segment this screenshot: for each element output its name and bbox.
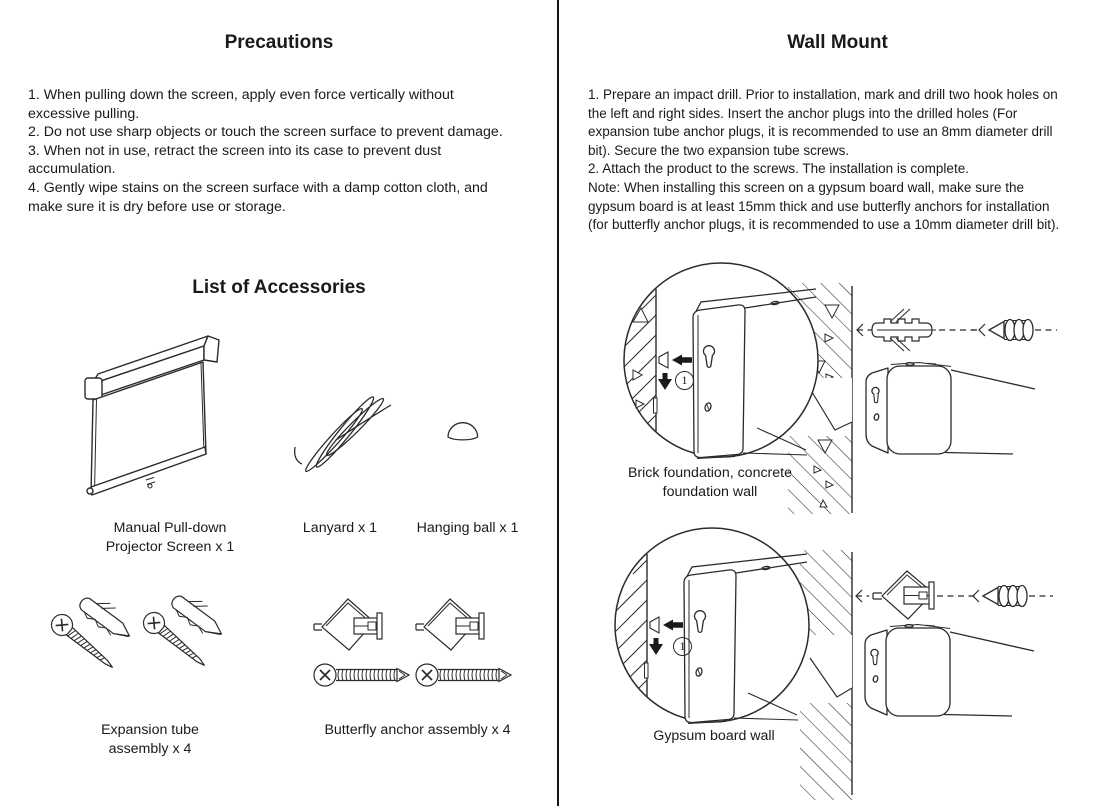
expansion-anchor-drawing <box>872 309 936 351</box>
precautions-list <box>28 86 503 216</box>
butterfly-anchor-drawing <box>873 571 934 619</box>
screw-drawing <box>989 320 1033 341</box>
precaution-line: 2. Do not use sharp objects or touch the screen surface to prevent damage. <box>28 124 503 141</box>
expansion-tube-assembly-illustration <box>48 593 243 703</box>
step-1-marker: 1 <box>673 637 692 656</box>
screw-drawing <box>983 586 1027 607</box>
precaution-line: 3. When not in use, retract the screen into its case to prevent dust <box>28 142 442 159</box>
instruction-line: gypsum board is at least 15mm thick and use butterfly anchors for installation <box>588 198 1050 214</box>
instruction-line: 1. Prepare an impact drill. Prior to installation, mark and drill two hook holes on <box>588 87 1058 102</box>
precaution-line: make sure it is dry before use or storage. <box>28 198 286 215</box>
wall-mount-title: Wall Mount <box>787 32 888 53</box>
accessories-title: List of Accessories <box>192 277 366 298</box>
butterfly-anchor-assembly-illustration <box>310 593 510 698</box>
hanging-ball-label: Hanging ball x 1 <box>416 520 519 536</box>
gypsum-wall-mount-diagram <box>585 515 1115 811</box>
screen-label: Manual Pull-down Projector Screen x 1 <box>105 520 235 555</box>
hanging-ball-illustration <box>444 412 484 444</box>
gypsum-wall-label: Gypsum board wall <box>653 728 775 744</box>
instruction-line: Note: When installing this screen on a gypsum board wall, make sure the <box>588 179 1024 195</box>
instruction-line: bit). Secure the two expansion tube screws. <box>588 142 850 158</box>
step-1-marker: 1 <box>675 371 694 390</box>
case-end-3d-drawing <box>865 625 1034 717</box>
precaution-line: accumulation. <box>28 161 116 178</box>
expansion-label: Expansion tube assembly x 4 <box>101 722 199 757</box>
instruction-line: (for butterfly anchor plugs, it is recommended to use a 10mm diameter drill bit). <box>588 217 1060 233</box>
column-divider <box>557 0 559 806</box>
wall-mount-instructions <box>588 86 1059 235</box>
case-end-3d-drawing <box>866 363 1035 455</box>
projector-screen-illustration <box>80 334 225 506</box>
precaution-line: 1. When pulling down the screen, apply even force vertically without <box>28 87 454 103</box>
precaution-line: 4. Gently wipe stains on the screen surface with a damp cotton cloth, and <box>28 179 488 196</box>
lanyard-label: Lanyard x 1 <box>302 520 378 536</box>
brick-wall-label: Brick foundation, concrete foundation wall <box>627 465 793 500</box>
precautions-title: Precautions <box>224 32 334 53</box>
precaution-line: excessive pulling. <box>28 105 140 122</box>
instruction-line: 2. Attach the product to the screws. The installation is complete. <box>588 161 969 177</box>
instruction-line: the left and right sides. Insert the anchor plugs into the drilled holes (For <box>588 105 1018 121</box>
instruction-line: expansion tube anchor plugs, it is recommended to use an 8mm diameter drill <box>588 124 1053 140</box>
butterfly-label: Butterfly anchor assembly x 4 <box>324 722 511 738</box>
lanyard-illustration <box>288 376 393 476</box>
